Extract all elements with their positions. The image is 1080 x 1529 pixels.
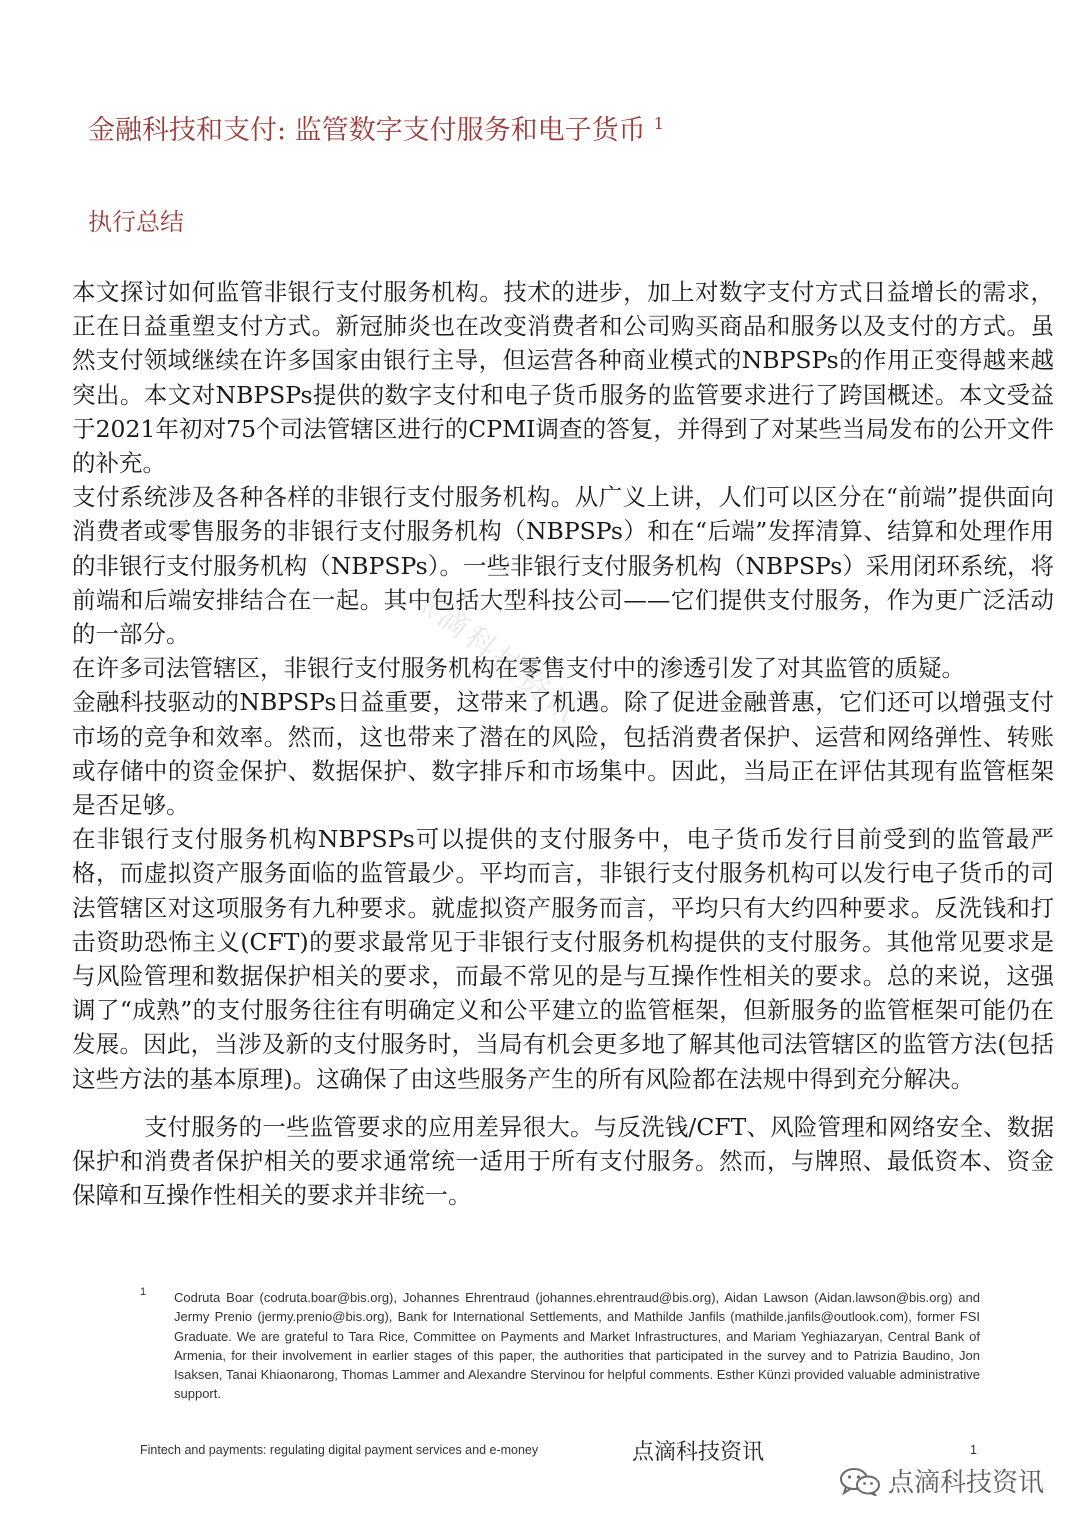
footer-watermark-text: 点滴科技资讯	[632, 1440, 765, 1465]
body-text	[72, 275, 1054, 1212]
paragraph-1: 本文探讨如何监管非银行支付服务机构。技术的进步，加上对数字支付方式日益增长的需求，正在日益重塑支付方式。新冠肺炎也在改变消费者和公司购买商品和服务以及支付的方式。虽然支付领域继续在许多国家由银行主导，但运营各种商业模式的NBPSPs的作用正变得越来越突出。本文对NBPSPs提供的数字支付和电子货币服务的监管要求进行了跨国概述。本文受益于2021年初对75个司法管辖区进行的CPMI调查的答复，并得到了对某些当局发布的公开文件的补充。	[72, 278, 1054, 478]
wechat-account-name: 点滴科技资讯	[888, 1468, 1045, 1498]
section-heading: 执行总结	[88, 208, 184, 236]
diagonal-watermark: 点滴科技资讯	[403, 578, 586, 732]
footnote-mark: 1	[140, 1286, 147, 1298]
title-footnote-mark: 1	[653, 114, 664, 133]
paragraph-6: 支付服务的一些监管要求的应用差异很大。与反洗钱/CFT、风险管理和网络安全、数据保护和消费者保护相关的要求通常统一适用于所有支付服务。然而，与牌照、最低资本、资金保障和互操作性相关的要求并非统一。	[72, 1112, 1054, 1210]
footnote-text: Codruta Boar (codruta.boar@bis.org), Johannes Ehrentraud (johannes.ehrentraud@bis.org), Aidan Lawson (Aidan.lawson@bis.org) and Jermy Prenio (jermy.prenio@bis.org), Bank for International Settlements, and Mathilde Janfils (mathilde.janfils@outlook.com), former FSI Graduate. We are grateful to Tara Rice, Committee on Payments and Market Infrastructures, and Mariam Yeghiazaryan, Central Bank of Armenia, for their involvement in earlier stages of this paper, the authorities that participated in the survey and to Patrizia Baudino, Jon Isaksen, Tanai Khiaonarong, Thomas Lammer and Alexandre Stervinou for helpful comments. Esther Künzi provided valuable administrative support.	[174, 1290, 980, 1402]
paragraph-5: 在非银行支付服务机构NBPSPs可以提供的支付服务中，电子货币发行目前受到的监管最严格，而虚拟资产服务面临的监管最少。平均而言，非银行支付服务机构可以发行电子货币的司法管辖区对这项服务有九种要求。就虚拟资产服务而言，平均只有大约四种要求。反洗钱和打击资助恐怖主义(CFT)的要求最常见于非银行支付服务机构提供的支付服务。其他常见要求是与风险管理和数据保护相关的要求，而最不常见的是与互操作性相关的要求。总的来说，这强调了“成熟”的支付服务往往有明确定义和公平建立的监管框架，但新服务的监管框架可能仍在发展。因此，当涉及新的支付服务时，当局有机会更多地了解其他司法管辖区的监管方法(包括这些方法的基本原理)。这确保了由这些服务产生的所有风险都在法规中得到充分解决。	[72, 825, 1054, 1093]
wechat-icon	[838, 1466, 882, 1496]
title-text: 金融科技和支付: 监管数字支付服务和电子货币	[88, 115, 646, 146]
wechat-watermark	[838, 1462, 1044, 1499]
page-number: 1	[970, 1443, 977, 1457]
document-title	[88, 108, 664, 147]
paragraph-2: 支付系统涉及各种各样的非银行支付服务机构。从广义上讲，人们可以区分在“前端”提供面向消费者或零售服务的非银行支付服务机构（NBPSPs）和在“后端”发挥清算、结算和处理作用的非银行支付服务机构（NBPSPs）。一些非银行支付服务机构（NBPSPs）采用闭环系统，将前端和后端安排结合在一起。其中包括大型科技公司——它们提供支付服务，作为更广泛活动的一部分。	[72, 483, 1054, 649]
paragraph-3: 在许多司法管辖区，非银行支付服务机构在零售支付中的渗透引发了对其监管的质疑。	[72, 654, 965, 683]
paragraph-4: 金融科技驱动的NBPSPs日益重要，这带来了机遇。除了促进金融普惠，它们还可以增强支付市场的竞争和效率。然而，这也带来了潜在的风险，包括消费者保护、运营和网络弹性、转账或存储中的资金保护、数据保护、数字排斥和市场集中。因此，当局正在评估其现有监管框架是否足够。	[72, 688, 1054, 820]
footer-running-title: Fintech and payments: regulating digital payment services and e-money	[140, 1443, 539, 1457]
